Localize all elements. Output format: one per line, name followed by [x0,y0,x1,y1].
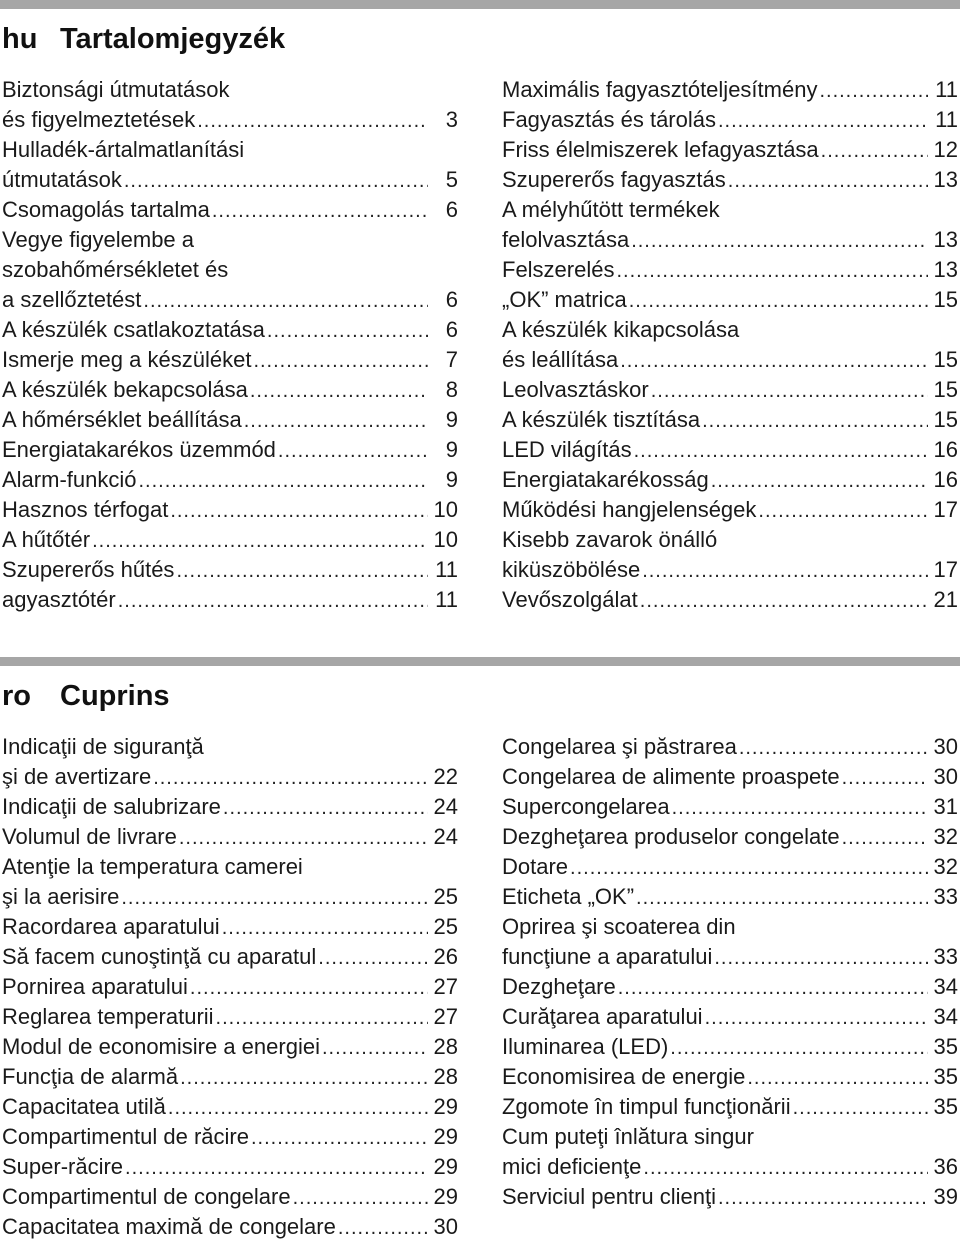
toc-entry-page: 33 [933,884,958,909]
dot-leader [636,883,928,912]
toc-entry-page: 15 [933,377,958,402]
section-heading-ro [2,679,170,713]
toc-entry-text: A készülék tisztítása [502,407,701,432]
toc-entry-text: agyasztótér [2,587,116,612]
toc-entry [2,1062,458,1092]
toc-entry-text: Compartimentul de răcire [2,1124,249,1149]
section-divider-top [0,0,960,9]
toc-entry-text: Kisebb zavarok önálló [502,527,718,552]
toc-entry-text: Szupererős hűtés [2,557,175,582]
toc-entry-text: A hőmérséklet beállítása [2,407,242,432]
toc-entry-page: 15 [933,407,958,432]
toc-title: Cuprins [60,680,170,712]
toc-entry-page: 29 [433,1094,458,1119]
dot-leader [180,1063,428,1092]
toc-entry-page: 33 [933,944,958,969]
toc-entry [2,525,458,555]
toc-entry [2,912,458,942]
toc-entry-page: 35 [933,1094,958,1119]
toc-entry-text: Curăţarea aparatului [502,1004,703,1029]
toc-entry-text: Működési hangjelenségek [502,497,757,522]
dot-leader [747,1063,928,1092]
dot-leader [176,556,428,585]
toc-entry-text: Dezgheţarea produselor congelate [502,824,840,849]
toc-entry [502,255,958,285]
toc-entry [502,852,958,882]
toc-entry [502,942,958,972]
toc-entry-text: Pornirea aparatului [2,974,188,999]
dot-leader [179,823,428,852]
toc-entry [502,822,958,852]
toc-entry [502,972,958,1002]
toc-entry-text: Vegye figyelembe a [2,227,195,252]
toc-entry [502,405,958,435]
toc-column-hu-left [2,75,458,615]
dot-leader [92,526,428,555]
toc-entry-page: 9 [445,407,458,432]
dot-leader [758,496,928,525]
dot-leader [739,733,928,762]
dot-leader [267,316,428,345]
dot-leader [250,376,428,405]
toc-entry-page: 6 [445,287,458,312]
toc-entry [2,255,458,285]
toc-entry [2,852,458,882]
toc-entry-page: 11 [935,107,958,132]
dot-leader [670,1033,928,1062]
toc-column-ro-right [502,732,958,1212]
toc-entry [502,1062,958,1092]
dot-leader [642,556,928,585]
toc-entry [2,75,458,105]
dot-leader [714,943,928,972]
toc-entry [502,105,958,135]
toc-entry-page: 3 [445,107,458,132]
dot-leader [125,1153,428,1182]
toc-entry [502,195,958,225]
toc-entry-page: 12 [933,137,958,162]
toc-entry-page: 17 [933,557,958,582]
toc-entry [2,1002,458,1032]
dot-leader [702,406,928,435]
toc-entry-page: 5 [445,167,458,192]
toc-entry [2,942,458,972]
dot-leader [616,256,928,285]
dot-leader [819,76,928,105]
toc-entry-text: Leolvasztáskor [502,377,649,402]
dot-leader [244,406,428,435]
dot-leader [168,1093,428,1122]
toc-title: Tartalomjegyzék [60,23,286,55]
toc-entry-text: Zgomote în timpul funcţionării [502,1094,791,1119]
toc-entry-text: şi la aerisire [2,884,120,909]
toc-entry-page: 30 [433,1214,458,1239]
toc-entry-text: Hasznos térfogat [2,497,169,522]
toc-entry-text: Dotare [502,854,569,879]
toc-entry [2,195,458,225]
toc-entry [2,495,458,525]
toc-entry [2,972,458,1002]
toc-entry [2,375,458,405]
toc-entry-page: 15 [933,347,958,372]
toc-entry [2,225,458,255]
toc-entry-page: 24 [433,824,458,849]
dot-leader [118,586,428,615]
toc-entry-text: Energiatakarékos üzemmód [2,437,276,462]
toc-entry [2,345,458,375]
dot-leader [842,763,928,792]
toc-entry-text: a szellőztetést [2,287,142,312]
toc-entry-text: Energiatakarékosság [502,467,709,492]
toc-entry [502,225,958,255]
toc-entry-text: szobahőmérsékletet és [2,257,229,282]
dot-leader [253,346,428,375]
toc-entry-page: 15 [933,287,958,312]
toc-entry-page: 6 [445,197,458,222]
toc-entry [2,555,458,585]
toc-entry [2,435,458,465]
toc-entry-text: Serviciul pentru clienţi [502,1184,716,1209]
dot-leader [718,106,928,135]
toc-entry [502,882,958,912]
toc-entry-page: 29 [433,1184,458,1209]
toc-entry-text: mici deficienţe [502,1154,642,1179]
toc-column-ro-left [2,732,458,1242]
toc-entry-page: 31 [933,794,958,819]
toc-entry-text: „OK” matrica [502,287,627,312]
toc-entry-page: 17 [933,497,958,522]
toc-entry [502,285,958,315]
section-heading-hu [2,22,285,56]
toc-entry-page: 27 [433,1004,458,1029]
toc-entry [502,792,958,822]
toc-entry-page: 34 [933,1004,958,1029]
toc-entry-text: Eticheta „OK” [502,884,635,909]
toc-entry-text: Biztonsági útmutatások [2,77,230,102]
toc-entry-text: Hulladék-ártalmatlanítási [2,137,245,162]
toc-entry-page: 13 [933,227,958,252]
toc-entry [502,912,958,942]
toc-entry-text: Indicaţii de salubrizare [2,794,221,819]
toc-entry-text: Alarm-funkció [2,467,137,492]
dot-leader [322,1033,428,1062]
toc-entry-page: 30 [933,764,958,789]
toc-entry-page: 11 [435,587,458,612]
toc-entry [502,75,958,105]
dot-leader [618,973,928,1002]
toc-entry-text: Economisirea de energie [502,1064,746,1089]
toc-entry-text: Reglarea temperaturii [2,1004,214,1029]
toc-entry-page: 16 [933,467,958,492]
toc-entry-page: 10 [433,527,458,552]
toc-entry-text: Szupererős fagyasztás [502,167,726,192]
dot-leader [672,793,928,822]
toc-entry [2,762,458,792]
toc-entry-text: Compartimentul de congelare [2,1184,291,1209]
dot-leader [197,106,428,135]
toc-entry-text: Indicaţii de siguranţă [2,734,204,759]
toc-entry-page: 9 [445,437,458,462]
dot-leader [318,943,428,972]
toc-entry-text: Cum puteţi înlătura singur [502,1124,754,1149]
dot-leader [651,376,928,405]
toc-entry [2,1032,458,1062]
toc-entry-page: 21 [933,587,958,612]
toc-entry-text: A készülék bekapcsolása [2,377,248,402]
toc-entry [502,555,958,585]
toc-entry-text: útmutatások [2,167,122,192]
toc-entry-page: 34 [933,974,958,999]
toc-entry [502,585,958,615]
dot-leader [212,196,428,225]
toc-entry-page: 11 [935,77,958,102]
toc-entry-page: 24 [433,794,458,819]
toc-entry-text: Csomagolás tartalma [2,197,210,222]
toc-column-hu-right [502,75,958,615]
toc-entry-text: Capacitatea maximă de congelare [2,1214,336,1239]
toc-entry-text: Funcţia de alarmă [2,1064,179,1089]
toc-entry-text: Iluminarea (LED) [502,1034,669,1059]
dot-leader [640,586,928,615]
toc-entry-page: 39 [933,1184,958,1209]
toc-entry-text: A hűtőtér [2,527,91,552]
toc-entry-text: Dezgheţare [502,974,616,999]
toc-entry [2,1152,458,1182]
dot-leader [821,136,928,165]
toc-entry [502,1032,958,1062]
toc-entry-page: 28 [433,1064,458,1089]
dot-leader [278,436,428,465]
toc-entry [2,1092,458,1122]
dot-leader [634,436,928,465]
toc-entry-page: 32 [933,854,958,879]
toc-entry [502,135,958,165]
dot-leader [190,973,428,1002]
toc-entry-text: Friss élelmiszerek lefagyasztása [502,137,819,162]
toc-entry-page: 36 [933,1154,958,1179]
toc-entry [502,1182,958,1212]
toc-entry [2,135,458,165]
toc-entry-page: 35 [933,1064,958,1089]
toc-entry-page: 25 [433,914,458,939]
toc-entry [502,1152,958,1182]
toc-entry [502,375,958,405]
toc-entry [502,732,958,762]
toc-entry [2,405,458,435]
toc-entry [2,585,458,615]
toc-entry [2,165,458,195]
dot-leader [718,1183,928,1212]
toc-entry [2,1212,458,1242]
toc-entry-page: 29 [433,1154,458,1179]
toc-entry-text: Capacitatea utilă [2,1094,166,1119]
toc-entry-page: 26 [433,944,458,969]
toc-entry-text: Supercongelarea [502,794,670,819]
toc-entry-page: 27 [433,974,458,999]
toc-entry [502,315,958,345]
toc-entry [502,1092,958,1122]
toc-entry-text: kiküszöbölése [502,557,641,582]
toc-entry-text: Racordarea aparatului [2,914,220,939]
language-code: ro [2,680,31,712]
toc-entry [2,732,458,762]
toc-entry-text: funcţiune a aparatului [502,944,713,969]
toc-entry [502,495,958,525]
toc-entry-page: 6 [445,317,458,342]
toc-entry [2,1182,458,1212]
toc-entry [502,345,958,375]
toc-entry [2,792,458,822]
toc-entry-text: Maximális fagyasztóteljesítmény [502,77,818,102]
toc-entry [502,165,958,195]
toc-entry [2,882,458,912]
toc-entry-text: Congelarea de alimente proaspete [502,764,840,789]
toc-entry-page: 8 [445,377,458,402]
toc-entry-text: Atenţie la temperatura camerei [2,854,303,879]
toc-entry [502,465,958,495]
dot-leader [138,466,428,495]
toc-entry [2,105,458,135]
toc-entry [502,435,958,465]
toc-entry-page: 30 [933,734,958,759]
dot-leader [338,1213,428,1242]
language-code: hu [2,23,38,55]
dot-leader [222,913,428,942]
toc-entry [2,822,458,852]
toc-entry-text: Oprirea şi scoaterea din [502,914,736,939]
dot-leader [842,823,928,852]
dot-leader [643,1153,928,1182]
toc-entry-page: 7 [445,347,458,372]
dot-leader [293,1183,428,1212]
toc-entry-text: Super-răcire [2,1154,124,1179]
section-divider-middle [0,657,960,666]
dot-leader [143,286,428,315]
toc-entry-page: 35 [933,1034,958,1059]
toc-entry [502,762,958,792]
toc-entry-text: felolvasztása [502,227,630,252]
toc-entry-text: Volumul de livrare [2,824,177,849]
dot-leader [153,763,428,792]
dot-leader [124,166,428,195]
dot-leader [793,1093,928,1122]
toc-entry-page: 13 [933,167,958,192]
toc-entry-page: 32 [933,824,958,849]
toc-entry [502,1122,958,1152]
toc-entry-page: 28 [433,1034,458,1059]
toc-entry [2,465,458,495]
dot-leader [216,1003,428,1032]
dot-leader [728,166,928,195]
toc-entry-text: Fagyasztás és tárolás [502,107,716,132]
toc-entry [502,1002,958,1032]
toc-entry-text: Congelarea şi păstrarea [502,734,737,759]
toc-entry-text: A készülék csatlakoztatása [2,317,265,342]
dot-leader [629,286,928,315]
toc-entry-page: 11 [435,557,458,582]
dot-leader [223,793,428,822]
toc-entry-text: Să facem cunoştinţă cu aparatul [2,944,317,969]
toc-entry-text: A készülék kikapcsolása [502,317,740,342]
toc-entry-page: 29 [433,1124,458,1149]
toc-entry-text: Vevőszolgálat [502,587,638,612]
dot-leader [705,1003,928,1032]
dot-leader [620,346,928,375]
toc-entry-text: LED világítás [502,437,632,462]
toc-entry-page: 22 [433,764,458,789]
toc-entry-text: és figyelmeztetések [2,107,196,132]
toc-entry-text: A mélyhűtött termékek [502,197,720,222]
toc-entry-text: Felszerelés [502,257,615,282]
toc-entry-page: 10 [433,497,458,522]
toc-entry [2,315,458,345]
toc-entry [2,285,458,315]
toc-entry-page: 16 [933,437,958,462]
toc-entry-page: 25 [433,884,458,909]
dot-leader [251,1123,428,1152]
toc-entry-page: 13 [933,257,958,282]
dot-leader [631,226,928,255]
dot-leader [170,496,428,525]
toc-entry [2,1122,458,1152]
toc-entry [502,525,958,555]
toc-entry-page: 9 [445,467,458,492]
toc-entry-text: Ismerje meg a készüléket [2,347,252,372]
dot-leader [121,883,428,912]
toc-entry-text: şi de avertizare [2,764,152,789]
toc-entry-text: Modul de economisire a energiei [2,1034,320,1059]
dot-leader [711,466,928,495]
dot-leader [570,853,928,882]
toc-entry-text: és leállítása [502,347,619,372]
